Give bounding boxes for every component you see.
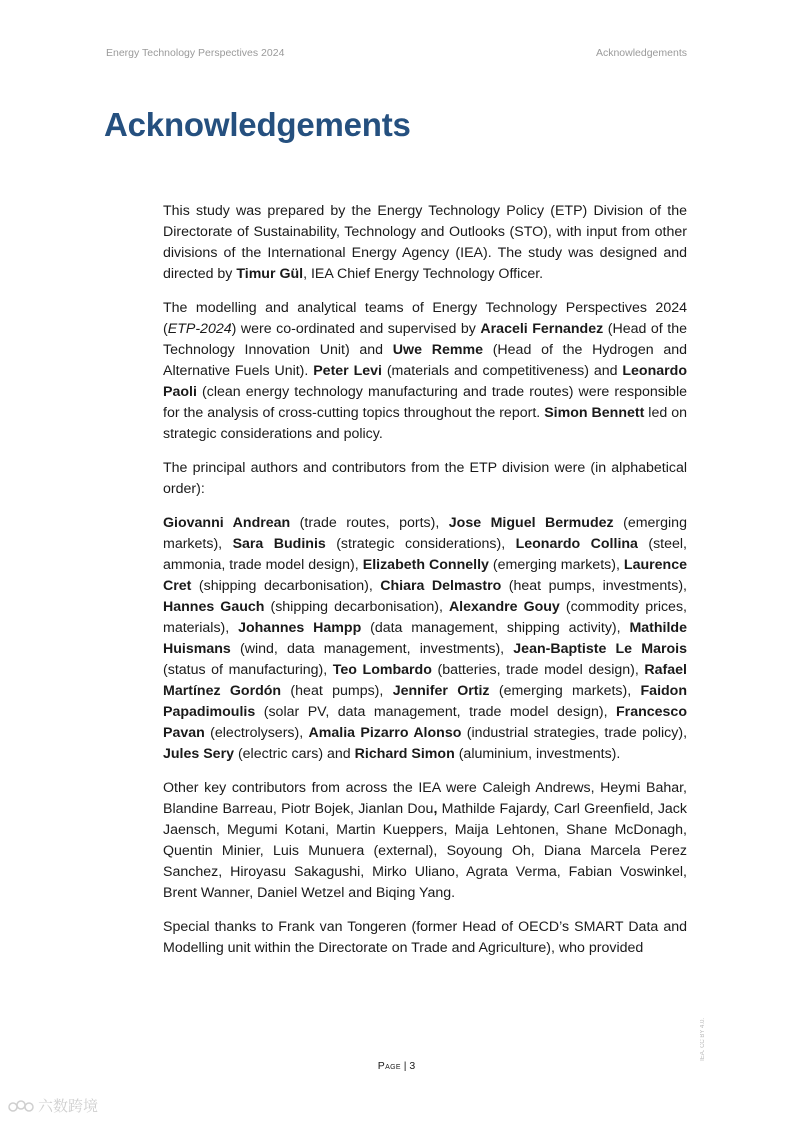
contributor-name: Simon Bennett (544, 405, 645, 421)
contributor-name: Araceli Fernandez (480, 321, 604, 337)
contributor-name: Teo Lombardo (332, 662, 432, 678)
emphasis-text: ETP-2024 (167, 321, 232, 337)
contributor-name: Jose Miguel Bermudez (448, 515, 614, 531)
page-label: Page (377, 1060, 401, 1072)
contributor-name: Jennifer Ortiz (392, 683, 490, 699)
text-run: (emerging markets), (489, 683, 641, 699)
contributor-name: Leonardo Collina (515, 536, 638, 552)
text-run: (heat pumps, investments), (501, 578, 687, 594)
contributor-name: Leonardo Paoli (163, 363, 687, 400)
text-run: (steel, ammonia, trade model design), (163, 536, 688, 573)
watermark (8, 1095, 98, 1116)
paragraph (163, 778, 687, 904)
contributor-name: Elizabeth Connelly (362, 557, 489, 573)
text-run: (electric cars) and (234, 746, 355, 762)
text-run: Special thanks to Frank van Tongeren (former Head of OECD’s SMART Data and Modelling unit within the Directorate on Trade and Agriculture), who provided (163, 919, 687, 956)
text-run: (heat pumps), (281, 683, 393, 699)
contributor-name: Jean-Baptiste Le Marois (513, 641, 687, 657)
contributor-name: Faidon Papadimoulis (163, 683, 688, 720)
contributor-name: Amalia Pizarro Alonso (308, 725, 462, 741)
contributor-name: Hannes Gauch (163, 599, 265, 615)
text-run: This study was prepared by the Energy Technology Policy (ETP) Division of the Directorate of Sustainability, Technology and Outlooks (STO), with input from other divisions of the International Energy Agency (IEA). The study was designed and directed by (163, 203, 687, 282)
running-header-title: Energy Technology Perspectives 2024 (106, 47, 285, 59)
text-run: ) were co-ordinated and supervised by (231, 321, 481, 337)
contributor-name: Jules Sery (163, 746, 234, 762)
text-run: (batteries, trade model design), (431, 662, 645, 678)
page-title: Acknowledgements (104, 106, 411, 143)
text-run: (industrial strategies, trade policy), (461, 725, 688, 741)
text-run: Mathilde Fajardy, Carl Greenfield, Jack Jaensch, Megumi Kotani, Martin Kueppers, Maija Lehtonen, Shane McDonagh, Quentin Minier, Luis Munuera (external), Soyoung Oh, Diana Marcela Perez Sanchez, Hiroyasu Sakagushi, Mirko Uliano, Agrata Verma, Fabian Voswinkel, Brent Wanner, Daniel Wetzel and Biqing Yang. (163, 801, 687, 901)
text-run: (strategic considerations), (325, 536, 516, 552)
text-run: , IEA Chief Energy Technology Officer. (303, 266, 544, 282)
contributor-name: Rafael Martínez Gordón (163, 662, 687, 699)
watermark-text: 六数跨境 (38, 1098, 99, 1115)
text-run: (commodity prices, materials), (163, 599, 687, 636)
paragraph (163, 458, 687, 500)
text-run: (wind, data management, investments), (230, 641, 514, 657)
text-run: (solar PV, data management, trade model design), (255, 704, 617, 720)
page-number: 3 (409, 1060, 416, 1072)
license-note: IEA. CC BY 4.0. (700, 1018, 706, 1061)
contributor-name: Richard Simon (354, 746, 455, 762)
text-run: (trade routes, ports), (290, 515, 449, 531)
text-run: (emerging markets), (163, 515, 687, 552)
contributor-name: Sara Budinis (232, 536, 326, 552)
text-run: (emerging markets), (488, 557, 624, 573)
text-run: (clean energy technology manufacturing and trade routes) were responsible for the analysis of cross-cutting topics throughout the report. (163, 384, 687, 421)
contributor-name: Johannes Hampp (238, 620, 362, 636)
text-run: Other key contributors from across the IEA were Caleigh Andrews, Heymi Bahar, Blandine Barreau, Piotr Bojek, Jianlan Dou (163, 780, 687, 817)
acknowledgements-body (163, 201, 687, 972)
contributor-name: Chiara Delmastro (380, 578, 502, 594)
page-separator: | (400, 1060, 410, 1072)
contributor-name: Uwe Remme (392, 342, 483, 358)
text-run: (Head of the Technology Innovation Unit) and (163, 321, 687, 358)
text-run: The principal authors and contributors from the ETP division were (in alphabetical order): (163, 460, 687, 497)
text-run: (data management, shipping activity), (361, 620, 630, 636)
text-run: (status of manufacturing), (163, 662, 333, 678)
text-run: led on strategic considerations and policy. (163, 405, 687, 442)
text-run: The modelling and analytical teams of Energy Technology Perspectives 2024 ( (163, 300, 687, 337)
text-run: (shipping decarbonisation), (191, 578, 381, 594)
paragraph (163, 201, 687, 285)
contributor-name: Giovanni Andrean (163, 515, 291, 531)
contributor-name: Peter Levi (313, 363, 382, 379)
page-footer (0, 1060, 793, 1072)
running-header-section: Acknowledgements (595, 47, 687, 59)
text-run: (shipping decarbonisation), (264, 599, 449, 615)
paragraph (163, 513, 687, 765)
paragraph (163, 917, 687, 959)
contributor-name: Alexandre Gouy (448, 599, 560, 615)
text-run: (electrolysers), (204, 725, 309, 741)
contributor-name: Mathilde Huismans (163, 620, 687, 657)
contributor-name: Laurence Cret (163, 557, 687, 594)
contributor-name: , (433, 801, 438, 817)
text-run: (Head of the Hydrogen and Alternative Fuels Unit). (163, 342, 688, 379)
contributor-name: Timur Gül (236, 266, 304, 282)
text-run: (aluminium, investments). (454, 746, 621, 762)
contributor-name: Francesco Pavan (163, 704, 687, 741)
paragraph (163, 298, 687, 445)
text-run: (materials and competitiveness) and (381, 363, 623, 379)
watermark-logo-icon (8, 1099, 34, 1113)
